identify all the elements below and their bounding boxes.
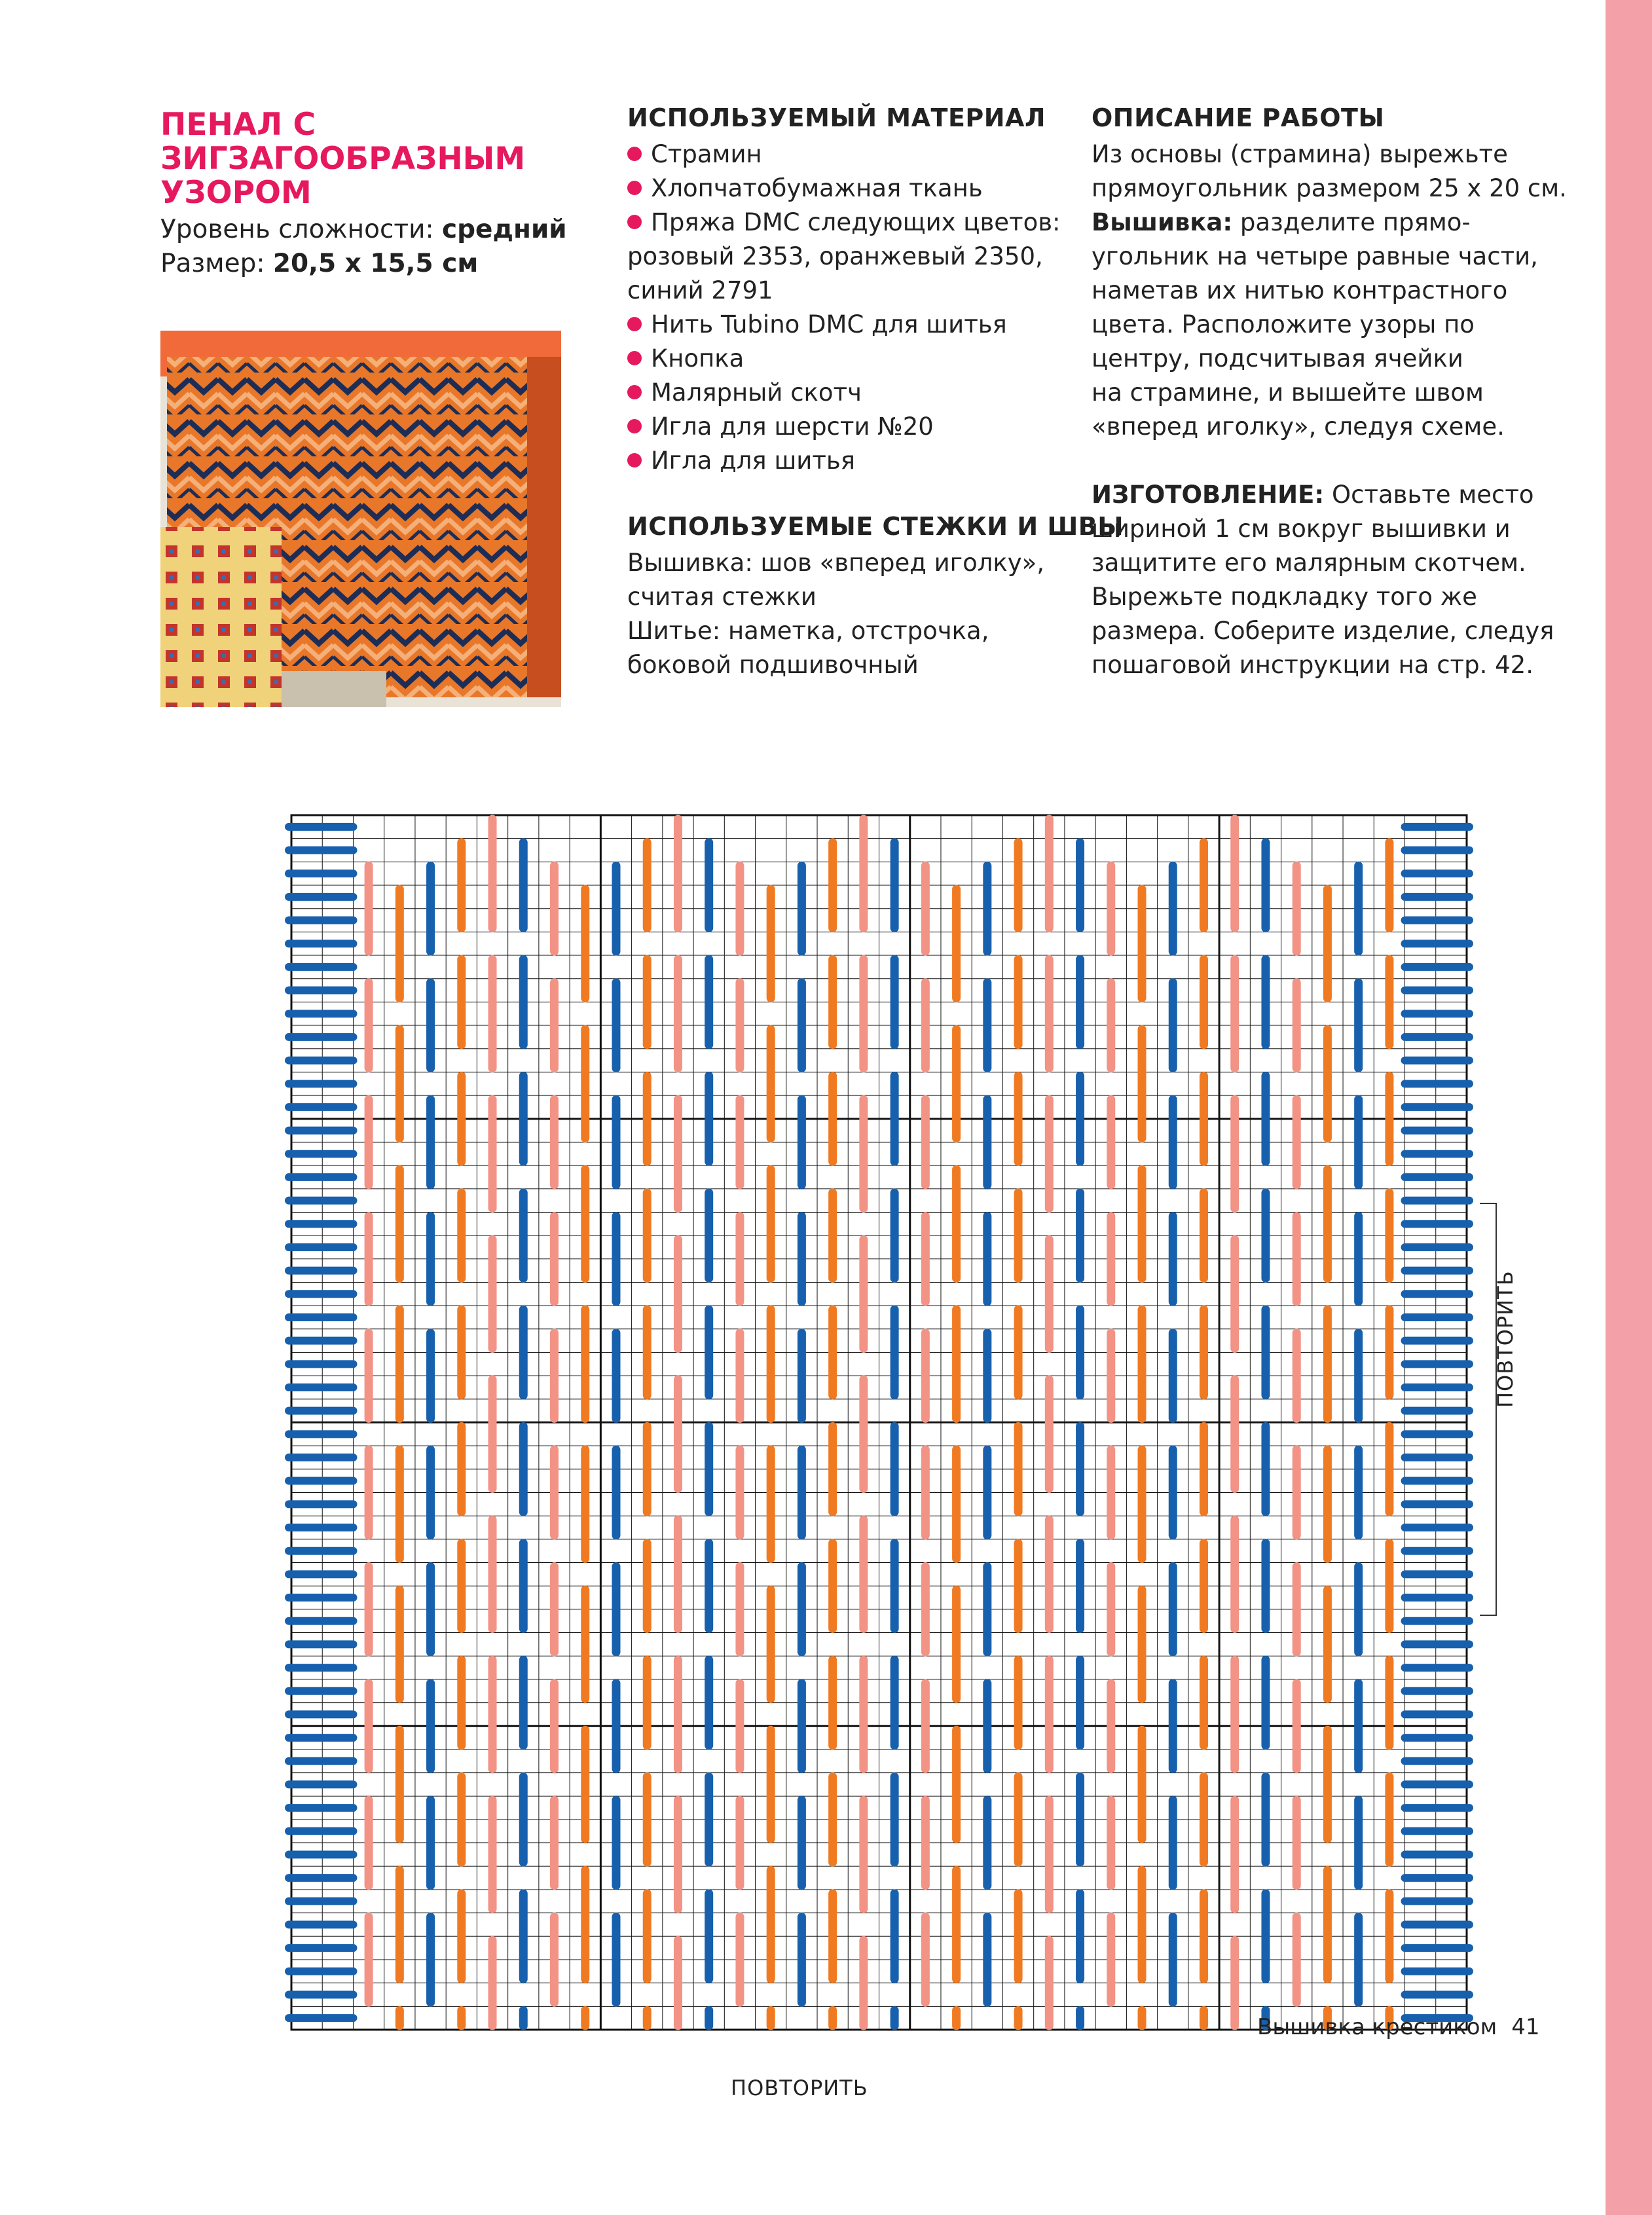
- stitches-line: считая стежки: [627, 583, 817, 611]
- description-line: «вперед иголку», следуя схеме.: [1092, 412, 1505, 441]
- stitches-line: Шитье: наметка, отстрочка,: [627, 617, 989, 645]
- description-line: Из основы (страмина) вырежьте: [1092, 140, 1508, 168]
- description-line: размера. Соберите изделие, следуя: [1092, 617, 1554, 645]
- stitches-line: боковой подшивочный: [627, 651, 919, 679]
- bullet-icon: [627, 453, 642, 467]
- embroidery-label: Вышивка:: [1092, 208, 1233, 236]
- title-line: ПЕНАЛ С: [160, 107, 316, 143]
- stitches-line: Вышивка: шов «вперед иголку»,: [627, 549, 1045, 577]
- repeat-horizontal-bracket: [589, 2048, 989, 2049]
- repeat-horizontal-label: ПОВТОРИТЬ: [731, 2076, 868, 2100]
- difficulty-label: Уровень сложности:: [160, 215, 443, 244]
- materials-section: [627, 103, 1061, 478]
- pencil-case-photo: [160, 331, 561, 707]
- materials-heading: ИСПОЛЬЗУЕМЫЙ МАТЕРИАЛ: [627, 103, 1046, 132]
- bullet-icon: [627, 419, 642, 433]
- description-line: защитите его малярным скотчем.: [1092, 549, 1526, 577]
- list-item: Игла для шитья: [627, 444, 1061, 478]
- list-item: Нить Tubino DMC для шитья: [627, 308, 1061, 342]
- description-heading: ОПИСАНИЕ РАБОТЫ: [1092, 103, 1385, 132]
- list-item: Малярный скотч: [627, 376, 1061, 410]
- title-line: УЗОРОМ: [160, 175, 312, 211]
- bullet-icon: [627, 351, 642, 365]
- description-line: на страмине, и вышейте швом: [1092, 378, 1484, 407]
- bullet-icon: [627, 317, 642, 331]
- yarn-colors-line: розовый 2353, оранжевый 2350,: [627, 242, 1043, 270]
- page-number: 41: [1511, 2014, 1540, 2040]
- description-line: шириной 1 см вокруг вышивки и: [1092, 515, 1511, 543]
- description-line: наметав их нитью контрастного: [1092, 276, 1508, 304]
- page-title: [160, 108, 566, 210]
- making-label: ИЗГОТОВЛЕНИЕ:: [1092, 481, 1325, 509]
- list-item: Пряжа DMC следующих цветов:: [627, 206, 1061, 240]
- repeat-vertical-bracket: [1477, 1201, 1503, 1620]
- size-label: Размер:: [160, 249, 273, 278]
- repeat-vertical-label: ПОВТОРИТЬ: [1493, 1270, 1518, 1408]
- footer-section: Вышивка крестиком: [1257, 2014, 1497, 2040]
- list-item: Страмин: [627, 137, 1061, 172]
- bullet-icon: [627, 147, 642, 161]
- bullet-icon: [627, 181, 642, 195]
- description-line: угольник на четыре равные части,: [1092, 242, 1538, 270]
- description-line: пошаговой инструкции на стр. 42.: [1092, 651, 1533, 679]
- difficulty-value: средний: [442, 215, 567, 244]
- description-line: прямоугольник размером 25 х 20 см.: [1092, 174, 1567, 202]
- product-photo: [160, 331, 561, 707]
- project-meta: [160, 213, 567, 281]
- description-line: ИЗГОТОВЛЕНИЕ: Оставьте место: [1092, 481, 1534, 509]
- page-footer: [1257, 2014, 1539, 2040]
- description-line: центру, подсчитывая ячейки: [1092, 344, 1463, 373]
- yarn-colors-line: синий 2791: [627, 276, 773, 304]
- description-section: [1092, 103, 1567, 682]
- description-line: Вырежьте подкладку того же: [1092, 583, 1477, 611]
- list-item: Игла для шерсти №20: [627, 410, 1061, 444]
- embroidery-chart: [282, 796, 1473, 2053]
- list-item: Хлопчатобумажная ткань: [627, 172, 1061, 206]
- description-line: цвета. Расположите узоры по: [1092, 310, 1475, 339]
- bullet-icon: [627, 215, 642, 229]
- list-item: Кнопка: [627, 342, 1061, 376]
- stitches-section: [627, 512, 1124, 682]
- stitches-heading: ИСПОЛЬЗУЕМЫЕ СТЕЖКИ И ШВЫ: [627, 512, 1124, 541]
- title-line: ЗИГЗАГООБРАЗНЫМ: [160, 141, 526, 177]
- description-line: Вышивка: разделите прямо-: [1092, 208, 1471, 236]
- size-value: 20,5 x 15,5 см: [272, 249, 479, 278]
- bullet-icon: [627, 385, 642, 399]
- page-edge-strip: [1606, 0, 1652, 2215]
